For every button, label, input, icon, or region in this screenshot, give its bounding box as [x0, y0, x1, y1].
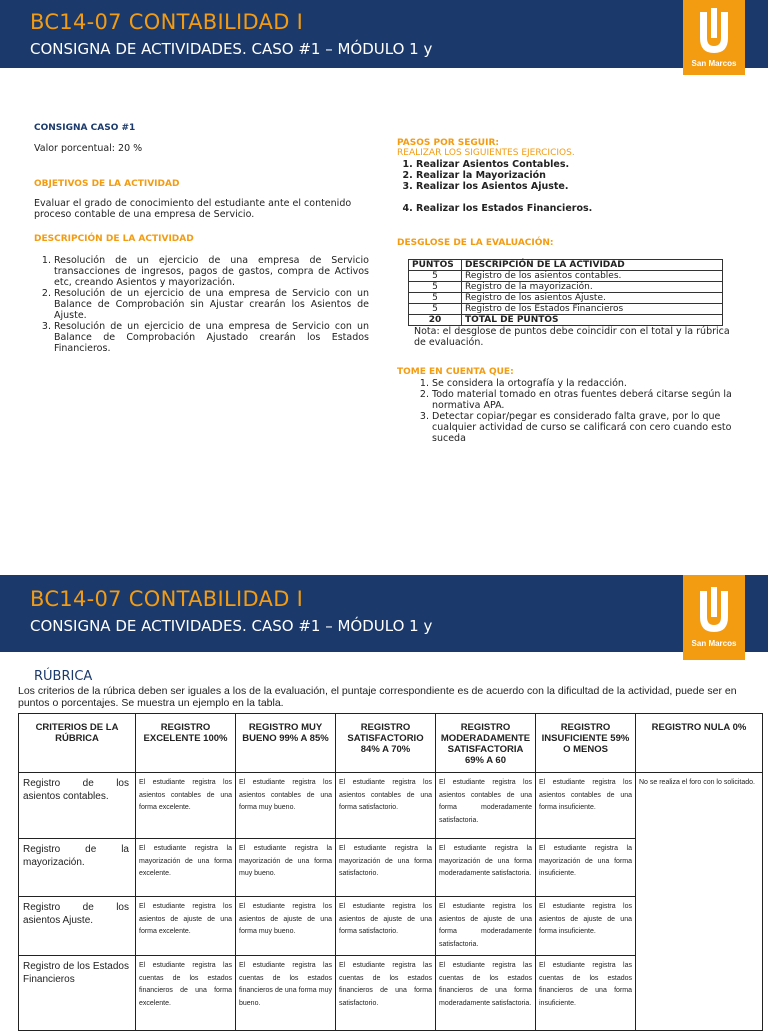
rubric-cell: El estudiante registra los asientos contables de una forma insuficiente.: [536, 773, 636, 839]
puntos-cell: 5: [409, 282, 462, 293]
criterio-cell: Registro de la mayorización.: [19, 839, 136, 897]
table-row: [409, 282, 723, 293]
rubric-cell: El estudiante registra la mayorización de una forma insuficiente.: [536, 839, 636, 897]
rubric-cell: El estudiante registra los asientos de ajuste de una forma excelente.: [136, 897, 236, 956]
column-header: REGISTRO INSUFICIENTE 59% O MENOS: [536, 714, 636, 773]
list-item: 3. Realizar los Asientos Ajuste.: [416, 181, 746, 192]
tome-list: [416, 378, 742, 444]
desc-cell: Registro de los asientos Ajuste.: [462, 293, 723, 304]
rubric-cell: El estudiante registra los asientos de ajuste de una forma satisfactorio.: [336, 897, 436, 956]
table-row: [19, 773, 763, 839]
column-header: REGISTRO SATISFACTORIO 84% A 70%: [336, 714, 436, 773]
list-item: 4. Realizar los Estados Financieros.: [416, 203, 746, 214]
rubric-cell: No se realiza el foro con lo solicitado.: [636, 773, 763, 1031]
total-row: [409, 315, 723, 326]
list-item: 2. Todo material tomado en otras fuentes deberá citarse según la normativa APA.: [432, 389, 742, 411]
puntos-cell: 5: [409, 304, 462, 315]
column-header: CRITERIOS DE LA RÚBRICA: [19, 714, 136, 773]
objetivos-heading: OBJETIVOS DE LA ACTIVIDAD: [34, 179, 180, 189]
list-item: 2. Resolución de un ejercicio de una empresa de Servicio con un Balance de Comprobación sin Ajustar crearán los Asientos de Ajuste.: [54, 288, 369, 321]
rubric-cell: El estudiante registra los asientos contables de una forma muy bueno.: [236, 773, 336, 839]
u-logo-icon: [697, 587, 731, 635]
slide-1: [0, 0, 768, 500]
rubric-cell: El estudiante registra la mayorización de una forma excelente.: [136, 839, 236, 897]
descripcion-heading: DESCRIPCIÓN DE LA ACTIVIDAD: [34, 234, 194, 244]
page-gap: [0, 500, 768, 575]
nota-text: Nota: el desglose de puntos debe coincidir con el total y la rúbrica de evaluación.: [414, 326, 730, 348]
rubric-cell: El estudiante registra la mayorización de una forma satisfactorio.: [336, 839, 436, 897]
header-banner: [0, 575, 768, 652]
rubric-cell: El estudiante registra la mayorización de una forma muy bueno.: [236, 839, 336, 897]
rubric-cell: El estudiante registra los asientos de ajuste de una forma insuficiente.: [536, 897, 636, 956]
valor-label: Valor porcentual:: [34, 143, 115, 154]
course-subtitle: CONSIGNA DE ACTIVIDADES. CASO #1 – MÓDULO 1 y: [30, 617, 433, 635]
pasos-heading: PASOS POR SEGUIR:: [397, 138, 499, 148]
puntos-cell: 5: [409, 271, 462, 282]
course-title: BC14-07 CONTABILIDAD I: [30, 10, 304, 34]
table-row: [409, 304, 723, 315]
rubrica-title: RÚBRICA: [34, 669, 93, 684]
desc-cell: Registro de los Estados Financieros: [462, 304, 723, 315]
slide-2: [0, 575, 768, 1024]
criterio-cell: Registro de los asientos contables.: [19, 773, 136, 839]
desc-cell: Registro de los asientos contables.: [462, 271, 723, 282]
column-header: DESCRIPCIÓN DE LA ACTIVIDAD: [462, 260, 723, 271]
criterio-cell: Registro de los asientos Ajuste.: [19, 897, 136, 956]
list-item: 3. Resolución de un ejercicio de una empresa de Servicio con un Balance de Comprobación Ajustado crearán los Estados Financieros.: [54, 321, 369, 354]
consigna-heading: CONSIGNA CASO #1: [34, 123, 136, 133]
list-item: 1. Se considera la ortografía y la redacción.: [432, 378, 742, 389]
tome-heading: TOME EN CUENTA QUE:: [397, 367, 514, 377]
total-puntos-cell: 20: [409, 315, 462, 326]
course-title: BC14-07 CONTABILIDAD I: [30, 587, 304, 611]
rubric-cell: El estudiante registra los asientos contables de una forma moderadamente satisfactoria.: [436, 773, 536, 839]
desglose-table: [408, 259, 723, 326]
list-item: 1. Realizar Asientos Contables.: [416, 159, 746, 170]
table-header-row: [409, 260, 723, 271]
san-marcos-logo: [683, 575, 745, 660]
table-row: [409, 293, 723, 304]
u-logo-icon: [697, 8, 731, 56]
table-row: [409, 271, 723, 282]
logo-text: San Marcos: [691, 59, 737, 68]
rubric-cell: El estudiante registra los asientos contables de una forma excelente.: [136, 773, 236, 839]
rubric-cell: El estudiante registra las cuentas de los estados financieros de una forma muy bueno.: [236, 956, 336, 1031]
table-header-row: [19, 714, 763, 773]
rubric-cell: El estudiante registra los asientos de ajuste de una forma moderadamente satisfactoria.: [436, 897, 536, 956]
objetivos-text: Evaluar el grado de conocimiento del estudiante ante el contenido proceso contable de una empresa de Servicio.: [34, 198, 352, 220]
valor-porcentual: [34, 143, 142, 154]
total-desc-cell: TOTAL DE PUNTOS: [462, 315, 723, 326]
column-header: REGISTRO MUY BUENO 99% A 85%: [236, 714, 336, 773]
column-header: REGISTRO MODERADAMENTE SATISFACTORIA 69% A 60: [436, 714, 536, 773]
descripcion-list: [38, 255, 369, 354]
rubrica-table: [18, 713, 763, 1031]
pasos-list: [400, 159, 746, 214]
pasos-subheading: REALIZAR LOS SIGUIENTES EJERCICIOS.: [397, 148, 575, 158]
rubric-cell: El estudiante registra las cuentas de los estados financieros de una forma moderadamente satisfactoria.: [436, 956, 536, 1031]
valor-value: 20 %: [118, 143, 143, 154]
course-subtitle: CONSIGNA DE ACTIVIDADES. CASO #1 – MÓDULO 1 y: [30, 40, 433, 58]
list-item: 2. Realizar la Mayorización: [416, 170, 746, 181]
rubric-cell: El estudiante registra los asientos de ajuste de una forma muy bueno.: [236, 897, 336, 956]
rubric-cell: El estudiante registra los asientos contables de una forma satisfactorio.: [336, 773, 436, 839]
desglose-heading: DESGLOSE DE LA EVALUACIÓN:: [397, 238, 554, 248]
rubric-cell: El estudiante registra las cuentas de los estados financieros de una forma satisfactorio.: [336, 956, 436, 1031]
rubric-cell: El estudiante registra las cuentas de los estados financieros de una forma excelente.: [136, 956, 236, 1031]
column-header: REGISTRO EXCELENTE 100%: [136, 714, 236, 773]
logo-text: San Marcos: [691, 639, 737, 648]
criterio-cell: Registro de los Estados Financieros: [19, 956, 136, 1031]
list-item: 3. Detectar copiar/pegar es considerado falta grave, por lo que cualquier actividad de curso se calificará con cero cuando esto suceda: [432, 411, 742, 444]
san-marcos-logo: [683, 0, 745, 75]
rubric-cell: El estudiante registra las cuentas de los estados financieros de una forma insuficiente.: [536, 956, 636, 1031]
rubric-cell: El estudiante registra la mayorización de una forma moderadamente satisfactoria.: [436, 839, 536, 897]
column-header: REGISTRO NULA 0%: [636, 714, 763, 773]
desc-cell: Registro de la mayorización.: [462, 282, 723, 293]
column-header: PUNTOS: [409, 260, 462, 271]
list-item: 1. Resolución de un ejercicio de una empresa de Servicio transacciones de ingresos, pagos de gastos, compra de Activos etc, creando Asientos y mayorización.: [54, 255, 369, 288]
rubrica-intro: Los criterios de la rúbrica deben ser iguales a los de la evaluación, el puntaje correspondiente es de acuerdo con la dificultad de la actividad, puede ser en puntos o porcentajes. Se muestra un ejemplo en la tabla.: [18, 685, 737, 709]
puntos-cell: 5: [409, 293, 462, 304]
header-banner: [0, 0, 768, 68]
